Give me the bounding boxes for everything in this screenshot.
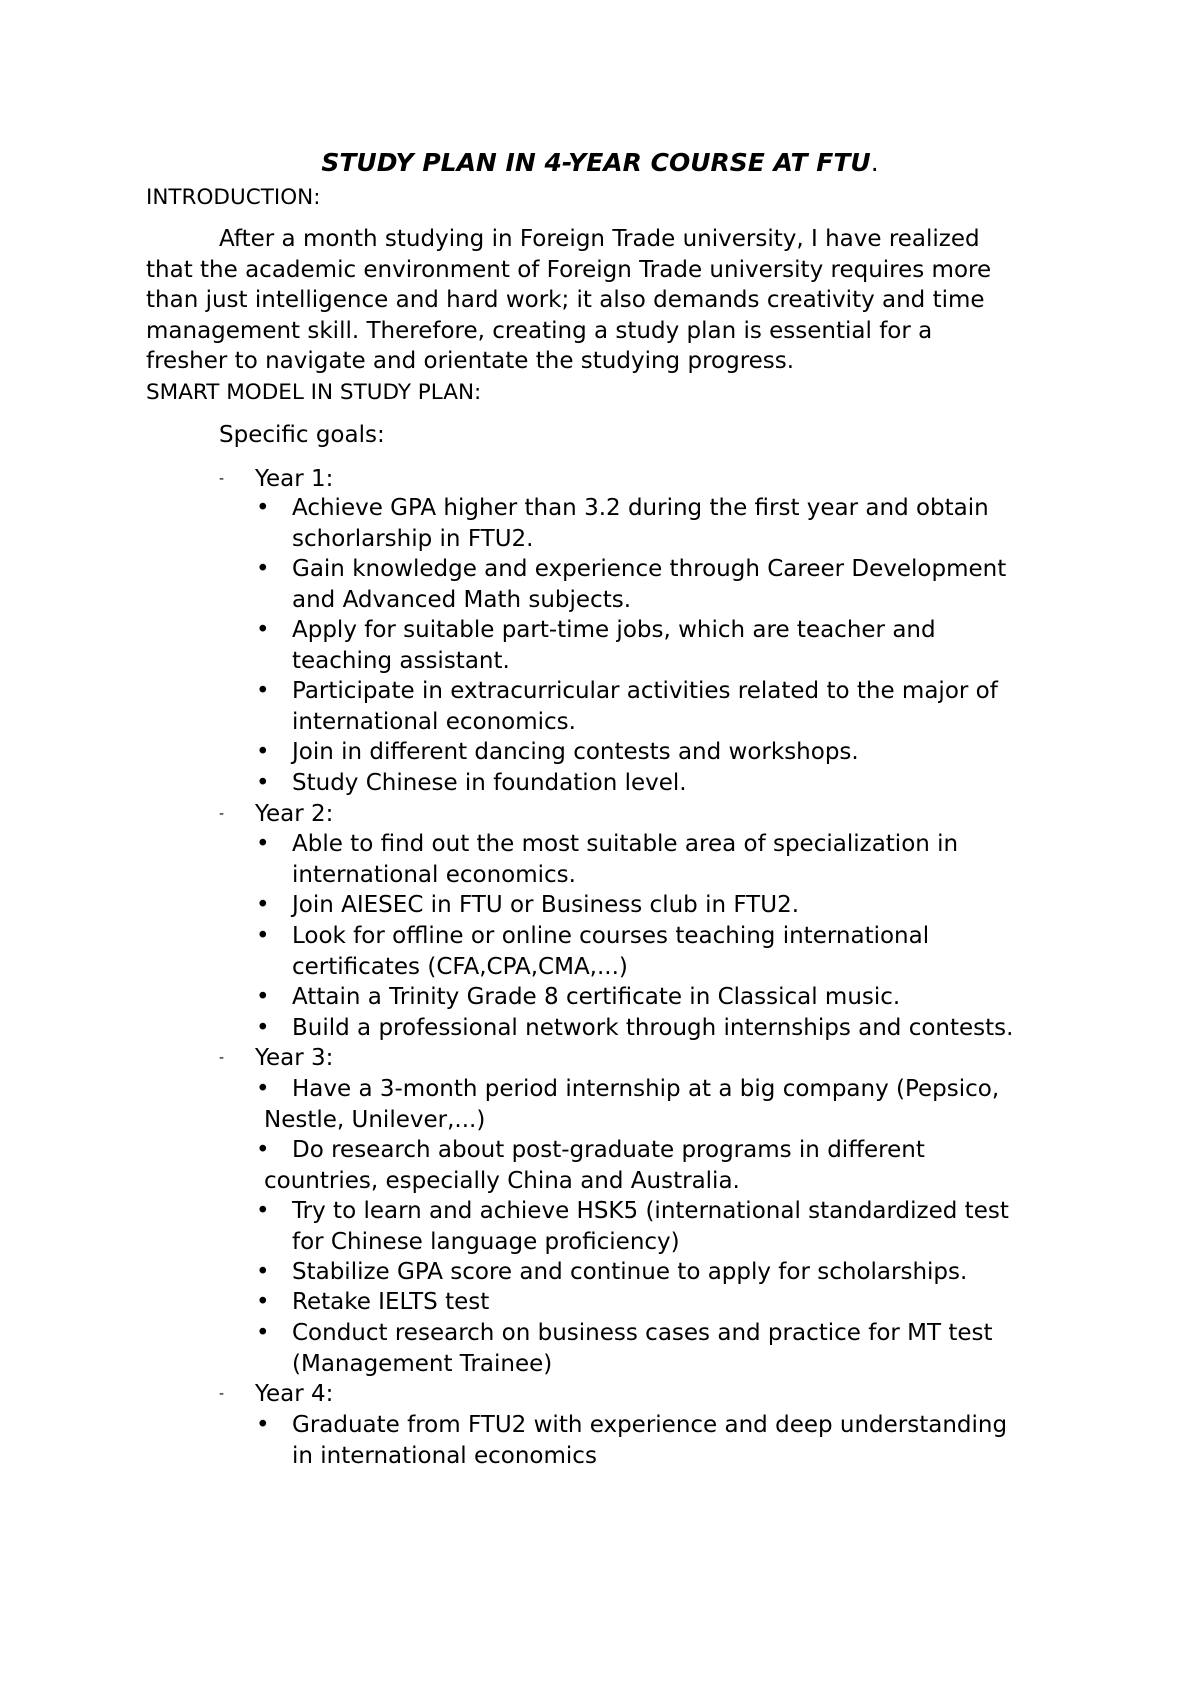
item-line: schorlarship in FTU2. <box>292 525 534 552</box>
introduction-paragraph <box>146 224 1076 377</box>
year-1-item-3 <box>256 615 936 676</box>
item-line: Conduct research on business cases and practice for MT test <box>292 1320 993 1346</box>
item-line: certificates (CFA,CPA,CMA,...) <box>292 953 628 980</box>
item-line: Nestle, Unilever,...) <box>264 1106 486 1133</box>
bullet-marker: • <box>256 1412 270 1438</box>
item-line: Attain a Trinity Grade 8 certificate in Classical music. <box>292 984 901 1010</box>
item-line: for Chinese language proficiency) <box>292 1228 680 1255</box>
year-4-item-1 <box>256 1410 1007 1471</box>
year-2-item-4 <box>256 982 900 1013</box>
specific-goals-subheading: Specific goals: <box>219 422 385 448</box>
year-3-item-2 <box>256 1135 925 1196</box>
year-label-text: Year 2: <box>255 801 334 827</box>
introduction-heading: INTRODUCTION: <box>146 185 321 210</box>
year-2-item-2 <box>256 890 799 921</box>
bullet-marker: • <box>256 1137 270 1163</box>
bullet-marker: • <box>256 1076 270 1102</box>
item-line: and Advanced Math subjects. <box>292 586 632 613</box>
item-line: teaching assistant. <box>292 647 510 674</box>
year-label-text: Year 1: <box>255 466 334 492</box>
bullet-marker: • <box>256 556 270 582</box>
paragraph-line: than just intelligence and hard work; it also demands creativity and time <box>146 287 985 313</box>
item-line: in international economics <box>292 1442 597 1469</box>
paragraph-line: management skill. Therefore, creating a study plan is essential for a <box>146 317 933 344</box>
year-3-item-1 <box>256 1074 999 1135</box>
item-line: Have a 3-month period internship at a big company (Pepsico, <box>292 1076 1000 1102</box>
item-line: Apply for suitable part-time jobs, which are teacher and <box>292 617 936 643</box>
bullet-marker: • <box>256 1015 270 1041</box>
bullet-marker: • <box>256 1259 270 1285</box>
item-line: international economics. <box>292 861 576 888</box>
item-line: international economics. <box>292 708 576 735</box>
item-line: (Management Trainee) <box>292 1350 553 1377</box>
bullet-marker: • <box>256 831 270 857</box>
paragraph-line: After a month studying in Foreign Trade university, I have realized <box>219 226 980 252</box>
paragraph-line: that the academic environment of Foreign Trade university requires more <box>146 256 992 283</box>
smart-model-heading: SMART MODEL IN STUDY PLAN: <box>146 380 482 405</box>
item-line: Study Chinese in foundation level. <box>292 770 687 796</box>
bullet-marker: • <box>256 892 270 918</box>
bullet-marker: • <box>256 984 270 1010</box>
year-1-label <box>219 464 333 495</box>
year-1-item-2 <box>256 554 1006 615</box>
bullet-marker: • <box>256 617 270 643</box>
year-2-label <box>219 799 333 830</box>
item-line: countries, especially China and Australia. <box>264 1167 740 1194</box>
item-line: Achieve GPA higher than 3.2 during the first year and obtain <box>292 495 989 521</box>
item-line: Build a professional network through internships and contests. <box>292 1015 1014 1041</box>
year-1-item-6 <box>256 768 687 799</box>
document-title <box>0 146 1200 180</box>
item-line: Join in different dancing contests and workshops. <box>292 739 859 765</box>
year-3-item-4 <box>256 1257 967 1288</box>
bullet-marker: • <box>256 923 270 949</box>
title-text: STUDY PLAN IN 4-YEAR COURSE AT FTU <box>321 148 871 177</box>
year-2-item-5 <box>256 1013 1013 1044</box>
item-line: Try to learn and achieve HSK5 (international standardized test <box>292 1198 1009 1224</box>
item-line: Join AIESEC in FTU or Business club in FTU2. <box>292 892 800 918</box>
bullet-marker: • <box>256 1320 270 1346</box>
paragraph-line: fresher to navigate and orientate the studying progress. <box>146 348 795 374</box>
bullet-marker: • <box>256 739 270 765</box>
year-3-item-6 <box>256 1318 993 1379</box>
item-line: Able to find out the most suitable area of specialization in <box>292 831 959 857</box>
year-3-label <box>219 1043 333 1074</box>
year-label-text: Year 3: <box>255 1045 334 1071</box>
year-2-item-1 <box>256 829 958 890</box>
year-3-item-5 <box>256 1287 489 1318</box>
item-line: Retake IELTS test <box>292 1289 490 1315</box>
year-label-text: Year 4: <box>255 1381 334 1407</box>
dash-marker: - <box>219 806 225 822</box>
year-1-item-5 <box>256 737 859 768</box>
item-line: Graduate from FTU2 with experience and deep understanding <box>292 1412 1008 1438</box>
bullet-marker: • <box>256 678 270 704</box>
dash-marker: - <box>219 1386 225 1402</box>
dash-marker: - <box>219 471 225 487</box>
item-line: Stabilize GPA score and continue to apply for scholarships. <box>292 1259 968 1285</box>
item-line: Gain knowledge and experience through Career Development <box>292 556 1007 582</box>
item-line: Look for offline or online courses teaching international <box>292 923 930 949</box>
bullet-marker: • <box>256 495 270 521</box>
item-line: Participate in extracurricular activities related to the major of <box>292 678 998 704</box>
bullet-marker: • <box>256 1198 270 1224</box>
title-period: . <box>870 148 879 177</box>
year-2-item-3 <box>256 921 929 982</box>
bullet-marker: • <box>256 1289 270 1315</box>
year-1-item-1 <box>256 493 989 554</box>
bullet-marker: • <box>256 770 270 796</box>
year-3-item-3 <box>256 1196 1009 1257</box>
year-4-label <box>219 1379 333 1410</box>
item-line: Do research about post-graduate programs in different <box>292 1137 925 1163</box>
year-1-item-4 <box>256 676 998 737</box>
dash-marker: - <box>219 1050 225 1066</box>
